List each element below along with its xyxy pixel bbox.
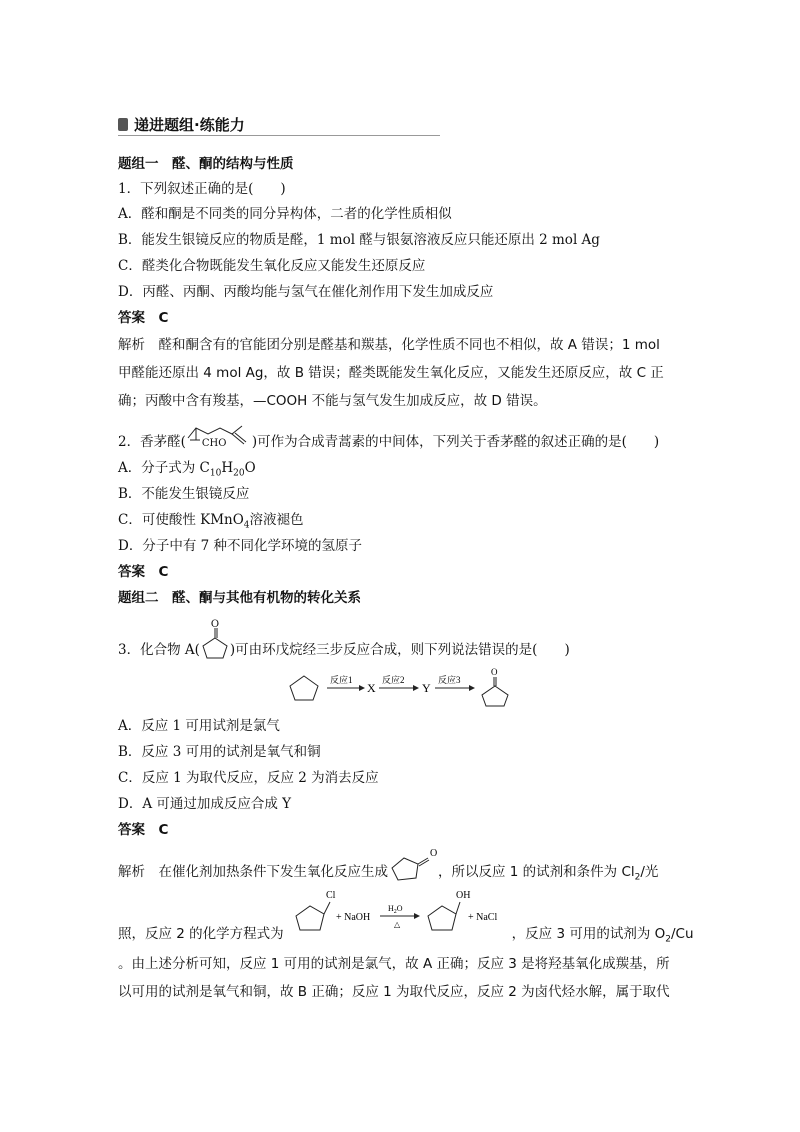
- q3-exp1-sub: 2: [634, 872, 641, 883]
- equation-arrow-head: [414, 913, 420, 919]
- section-divider: [118, 135, 440, 136]
- cho-label: CHO: [201, 438, 227, 449]
- q3-option-c: C．反应 1 为取代反应，反应 2 为消去反应: [118, 770, 379, 786]
- q2-option-a-sub2: 20: [233, 468, 245, 479]
- q3-stem-post: )可由环戊烷经三步反应合成，则下列说法错误的是( ): [229, 642, 570, 658]
- arrow-2-head: [413, 685, 419, 691]
- oh-label: OH: [456, 890, 471, 901]
- arrow-1-label: 反应1: [330, 675, 353, 685]
- q1-explanation-line-1: 解析 醛和酮含有的官能团分别是醛基和羰基，化学性质不同也不相似，故 A 错误；1 mol: [118, 337, 660, 353]
- q1-explanation-line-2: 甲醛能还原出 4 mol Ag，故 B 错误；醛类既能发生氧化反应，又能发生还原反应，故 C 正: [118, 365, 664, 381]
- q1-answer: 答案 C: [118, 310, 169, 326]
- q3-explanation-line-1: [118, 848, 659, 888]
- cyclopentanone-structure-2: [388, 848, 438, 882]
- q3-exp1-post: /光: [640, 864, 659, 880]
- q1-option-d: D．丙醛、丙酮、丙酸均能与氢气在催化剂作用下发生加成反应: [118, 284, 494, 300]
- q2-option-c: [118, 510, 304, 536]
- q3-explanation-line-4: 以可用的试剂是氧气和铜，故 B 正确；反应 1 为取代反应，反应 2 为卤代烃水解，属于取代: [118, 984, 670, 1000]
- q1-option-c: C．醛类化合物既能发生氧化反应又能发生还原反应: [118, 258, 426, 274]
- arrow-3-head: [469, 685, 475, 691]
- q3-exp2-post: /Cu: [671, 926, 694, 942]
- q2-stem-post: )可作为合成青蒿素的中间体，下列关于香茅醛的叙述正确的是( ): [251, 434, 660, 450]
- q1-option-a: A．醛和酮是不同类的同分异构体，二者的化学性质相似: [118, 206, 452, 222]
- q3-stem: [118, 619, 570, 660]
- q2-stem-pre: 2．香茅醛(: [118, 434, 186, 450]
- citronellal-structure: [186, 432, 252, 452]
- q3-option-b: B．反应 3 可用的试剂是氧气和铜: [118, 744, 321, 760]
- reaction-scheme: [285, 668, 525, 708]
- q3-option-d: D．A 可通过加成反应合成 Y: [118, 796, 292, 812]
- q3-exp2-sub: 2: [665, 934, 671, 945]
- product-ring: [482, 686, 508, 706]
- intermediate-x: X: [367, 681, 376, 695]
- q1-stem: 1．下列叙述正确的是( ): [118, 181, 286, 197]
- group1-title: 题组一 醛、酮的结构与性质: [118, 156, 294, 172]
- q1-explanation-line-3: 确；丙酸中含有羧基，—COOH 不能与氢气发生加成反应，故 D 错误。: [118, 393, 547, 409]
- atom-o-label: O: [210, 619, 220, 630]
- q2-option-a-pre: A．分子式为 C: [118, 460, 210, 476]
- q2-option-c-sub: 4: [243, 520, 250, 531]
- q2-option-c-pre: C．可使酸性 KMnO: [118, 512, 244, 528]
- c-oh-bond: [456, 902, 460, 914]
- arrow-1-head: [359, 685, 365, 691]
- product-o-label: O: [491, 667, 498, 677]
- q3-exp2-pre: 照，反应 2 的化学方程式为: [118, 926, 284, 942]
- naoh-label: + NaOH: [336, 912, 371, 923]
- cl-label: Cl: [326, 890, 336, 901]
- cyclopentanone-structure: [200, 619, 230, 660]
- q2-option-a-mid: H: [221, 460, 234, 476]
- group2-title: 题组二 醛、酮与其他有机物的转化关系: [118, 590, 361, 606]
- q3-stem-pre: 3．化合物 A(: [118, 642, 200, 658]
- section-marker-icon: [118, 118, 128, 131]
- q3-exp2-post-pre: ，反应 3 可用的试剂为 O: [511, 926, 666, 942]
- cyclopentane-ring: [290, 676, 318, 700]
- q3-explanation-line-2: [118, 924, 694, 950]
- cyclopentanone-svg-2: [388, 844, 438, 884]
- arrow-2-label: 反应2: [382, 675, 405, 685]
- q2-option-b: B．不能发生银镜反应: [118, 486, 250, 502]
- arrow-condition-top: $H_2O$: [388, 904, 403, 915]
- section-title-text: 递进题组·练能力: [134, 116, 245, 134]
- intermediate-y: Y: [422, 681, 431, 695]
- q3-exp1-pre: 解析 在催化剂加热条件下发生氧化反应生成: [118, 864, 388, 880]
- q2-option-a-post: O: [244, 460, 256, 476]
- section-title: [118, 114, 245, 135]
- q2-option-a: [118, 458, 256, 484]
- q2-answer: 答案 C: [118, 564, 169, 580]
- cyclopentanone-2-o-label: O: [430, 848, 438, 859]
- q2-option-c-post: 溶液褪色: [249, 512, 304, 528]
- q3-option-a: A．反应 1 可用试剂是氯气: [118, 718, 280, 734]
- q2-option-a-sub1: 10: [209, 468, 222, 479]
- q1-option-b: B．能发生银镜反应的物质是醛，1 mol 醛与银氨溶液反应只能还原出 2 mol Ag: [118, 232, 600, 248]
- q3-explanation-line-3: 。由上述分析可知，反应 1 可用的试剂是氯气，故 A 正确；反应 3 是将羟基氧化成羰基，所: [118, 956, 670, 972]
- arrow-condition-bottom: △: [394, 920, 401, 929]
- q2-option-d: D．分子中有 7 种不同化学环境的氢原子: [118, 538, 362, 554]
- c-cl-bond: [324, 902, 330, 914]
- q3-answer: 答案 C: [118, 822, 169, 838]
- arrow-3-label: 反应3: [438, 675, 461, 685]
- nacl-label: + NaCl: [468, 912, 498, 923]
- q3-exp1-post-pre: ，所以反应 1 的试剂和条件为 Cl: [438, 864, 635, 880]
- q2-stem: [118, 432, 659, 452]
